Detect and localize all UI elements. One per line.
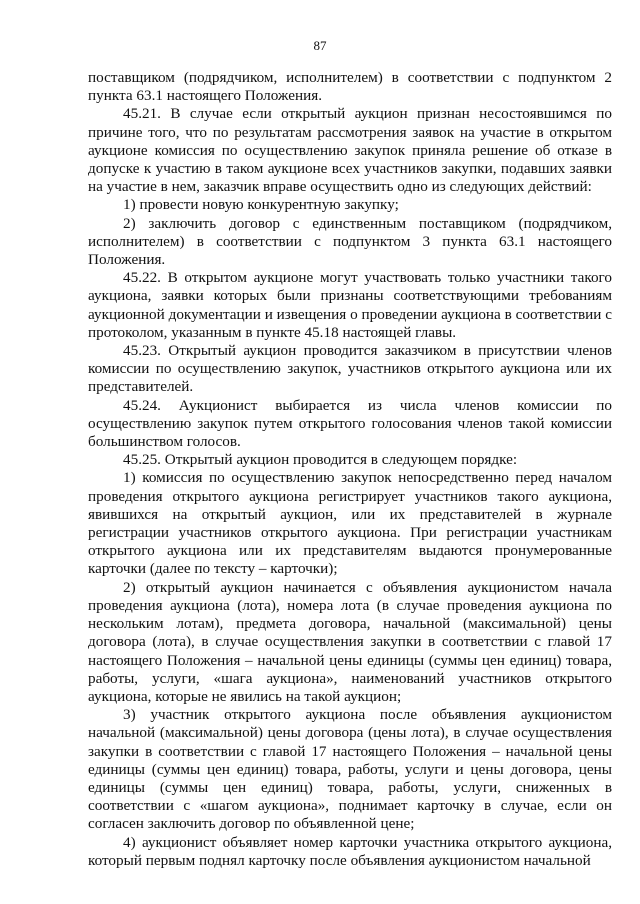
paragraph-clause-45-25-item-2: 2) открытый аукцион начинается с объявления аукционистом начала проведения аукциона (лота), номера лота (в случае проведения аукциона по нескольким лотам), предмета договора, начальной (максимальной) цены договора (лота), в случае осуществления закупки в соответствии с главой 17 настоящего Положения – начальной цены единицы (суммы цен единиц) товара, работы, услуги, «шага аукциона», наименований участников открытого аукциона, которые не явились на такой аукцион; xyxy=(88,578,612,705)
paragraph-clause-45-25: 45.25. Открытый аукцион проводится в следующем порядке: xyxy=(123,451,518,469)
paragraph-clause-45-25-item-4: 4) аукционист объявляет номер карточки участника открытого аукциона, который первым поднял карточку после объявления аукционистом начальной xyxy=(88,833,612,869)
paragraph-clause-45-24: 45.24. Аукционист выбирается из числа членов комиссии по осуществлению закупок путем открытого голосования членов такой комиссии большинством голосов. xyxy=(88,396,612,451)
paragraph-clause-45-21-item-1: 1) провести новую конкурентную закупку; xyxy=(123,196,399,214)
paragraph-clause-45-23: 45.23. Открытый аукцион проводится заказчиком в присутствии членов комиссии по осуществлению закупок, участников открытого аукциона или их представителей. xyxy=(88,342,612,396)
paragraph-clause-45-25-item-1: 1) комиссия по осуществлению закупок непосредственно перед началом проведения открытого аукциона регистрирует участников такого аукциона, явившихся на открытый аукцион, или их представителей в журнале регистрации участников открытого аукциона. При регистрации участникам открытого аукциона или их представителям выдаются пронумерованные карточки (далее по тексту – карточки); xyxy=(88,469,612,578)
paragraph-clause-45-21: 45.21. В случае если открытый аукцион признан несостоявшимся по причине того, что по результатам рассмотрения заявок на участие в открытом аукционе комиссия по осуществлению закупок приняла решение об отказе в допуске к участию в таком аукционе всех участников закупки, подавших заявки на участие в нем, заказчик вправе осуществить одно из следующих действий: xyxy=(88,105,612,196)
document-body xyxy=(88,69,612,870)
paragraph-clause-45-25-item-3: 3) участник открытого аукциона после объявления аукционистом начальной (максимальной) цены договора (цены лота), в случае осуществления закупки в соответствии с главой 17 настоящего Положения – начальной цены единицы (суммы цен единиц) товара, работы, услуги и цены договора, цены единицы (суммы цен единиц) товара, работы, услуги, сниженных в соответствии с «шагом аукциона», поднимает карточку в случае, если он согласен заключить договор по объявленной цене; xyxy=(88,706,612,833)
paragraph-continuation: поставщиком (подрядчиком, исполнителем) в соответствии с подпунктом 2 пункта 63.1 настоящего Положения. xyxy=(88,69,612,105)
paragraph-clause-45-22: 45.22. В открытом аукционе могут участвовать только участники такого аукциона, заявки которых были признаны соответствующими требованиям аукционной документации и извещения о проведении аукциона в соответствии с протоколом, указанным в пункте 45.18 настоящей главы. xyxy=(88,269,612,341)
paragraph-clause-45-21-item-2: 2) заключить договор с единственным поставщиком (подрядчиком, исполнителем) в соответствии с подпунктом 3 пункта 63.1 настоящего Положения. xyxy=(88,214,612,269)
page-number: 87 xyxy=(313,38,327,53)
